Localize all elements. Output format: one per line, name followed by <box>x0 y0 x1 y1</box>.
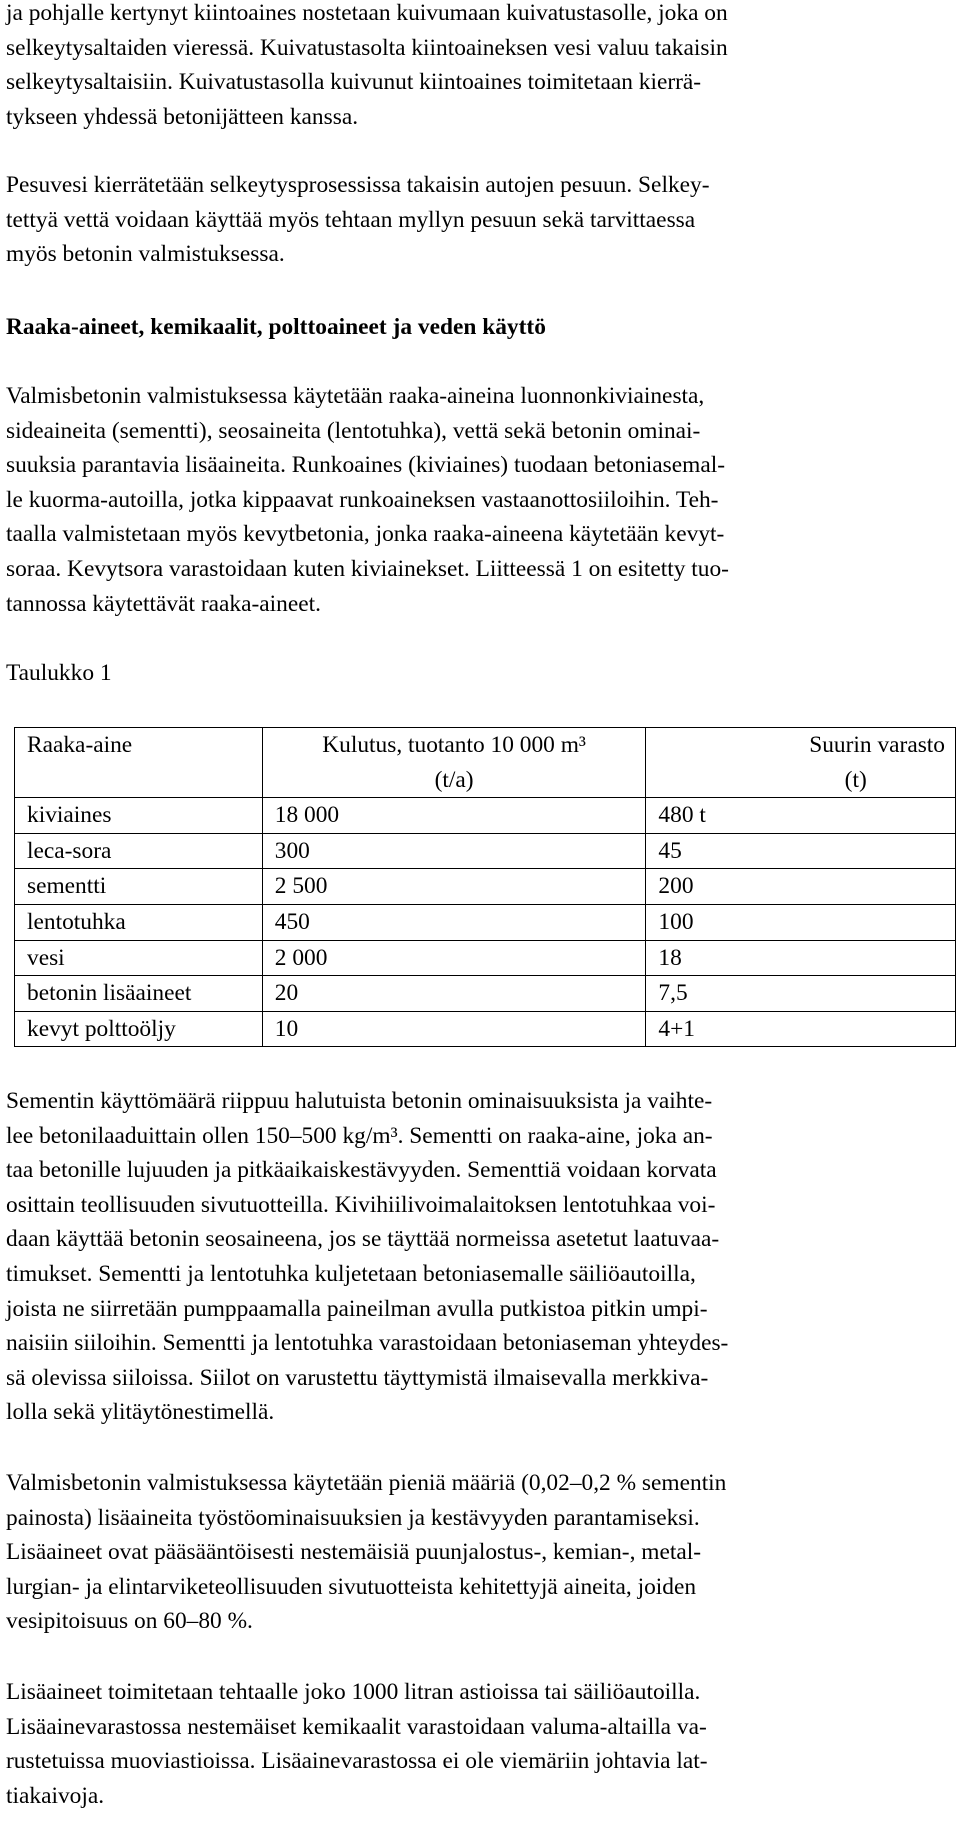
table-row <box>15 1011 956 1047</box>
header-storage-line1: Suurin varasto <box>809 732 945 758</box>
cell-material: betonin lisäaineet <box>15 976 263 1012</box>
intro-paragraph <box>6 0 936 134</box>
text-line: daan käyttää betonin seosaineena, jos se täyttää normeissa asetetut laatuvaa- <box>6 1226 720 1253</box>
header-storage-line2: (t) <box>844 766 867 793</box>
text-line: Lisäaineet ovat pääsääntöisesti nestemäisiä puunjalostus-, kemian-, metal- <box>6 1539 702 1566</box>
text-line: tannossa käytettävät raaka-aineet. <box>6 590 321 617</box>
text-line: tiakaivoja. <box>6 1782 105 1809</box>
text-line: taalla valmistetaan myös kevytbetonia, jonka raaka-aineena käytetään kevyt- <box>6 521 725 548</box>
text-line: lolla sekä ylitäytönestimellä. <box>6 1399 275 1426</box>
cell-storage: 200 <box>646 869 956 905</box>
text-line: painosta) lisäaineita työstöominaisuuksien ja kestävyyden parantamiseksi. <box>6 1504 700 1531</box>
cell-storage: 18 <box>646 940 956 976</box>
text-line: osittain teollisuuden sivutuotteilla. Kivihiilivoimalaitoksen lentotuhkaa voi- <box>6 1191 716 1218</box>
text-line: vesipitoisuus on 60–80 %. <box>6 1608 253 1635</box>
text-line: lurgian- ja elintarviketeollisuuden sivutuotteista kehitettyjä aineita, joiden <box>6 1573 697 1600</box>
cell-storage: 480 t <box>646 798 956 834</box>
text-line: myös betonin valmistuksessa. <box>6 241 285 268</box>
cell-storage: 7,5 <box>646 976 956 1012</box>
cell-material: sementti <box>15 869 263 905</box>
text-line: soraa. Kevytsora varastoidaan kuten kiviainekset. Liitteessä 1 on esitetty tuo- <box>6 555 729 582</box>
cell-consumption: 18 000 <box>262 798 646 834</box>
additives-paragraph <box>6 1466 936 1639</box>
text-line: Valmisbetonin valmistuksessa käytetään raaka-aineina luonnonkiviainesta, <box>6 383 705 409</box>
text-line: naisiin siiloihin. Sementti ja lentotuhka varastoidaan betoniaseman yhteydes- <box>6 1330 729 1357</box>
table-row <box>15 869 956 905</box>
text-line: tykseen yhdessä betonijätteen kanssa. <box>6 103 359 130</box>
header-storage <box>646 728 956 798</box>
table-row <box>15 833 956 869</box>
delivery-paragraph <box>6 1675 936 1813</box>
raw-materials-table <box>14 727 956 1047</box>
cell-consumption: 450 <box>262 904 646 940</box>
cement-paragraph <box>6 1084 936 1430</box>
cell-material: vesi <box>15 940 263 976</box>
text-line: selkeytysaltaiden vieressä. Kuivatustasolta kiintoaineksen vesi valuu takaisin <box>6 34 728 61</box>
cell-material: kiviaines <box>15 798 263 834</box>
text-line: lee betonilaaduittain ollen 150–500 kg/m³. Sementti on raaka-aine, joka an- <box>6 1122 713 1149</box>
table-row <box>15 940 956 976</box>
cell-consumption: 10 <box>262 1011 646 1047</box>
text-line: Sementin käyttömäärä riippuu halutuista betonin ominaisuuksista ja vaihte- <box>6 1088 713 1114</box>
cell-storage: 4+1 <box>646 1011 956 1047</box>
header-material: Raaka-aine <box>15 728 263 798</box>
table-header-row <box>15 728 956 798</box>
header-consumption-line2: (t/a) <box>434 766 474 793</box>
table-row <box>15 904 956 940</box>
cell-consumption: 20 <box>262 976 646 1012</box>
table-row <box>15 798 956 834</box>
text-line: Lisäainevarastossa nestemäiset kemikaalit varastoidaan valuma-altailla va- <box>6 1713 707 1740</box>
text-line: sideaineita (sementti), seosaineita (lentotuhka), vettä sekä betonin ominai- <box>6 417 701 444</box>
cell-storage: 100 <box>646 904 956 940</box>
text-line: selkeytysaltaisiin. Kuivatustasolla kuivunut kiintoaines toimitetaan kierrä- <box>6 69 702 96</box>
cell-consumption: 300 <box>262 833 646 869</box>
cell-material: kevyt polttoöljy <box>15 1011 263 1047</box>
text-line: joista ne siirretään pumppaamalla paineilman avulla putkistoa pitkin umpi- <box>6 1295 708 1322</box>
text-line: suuksia parantavia lisäaineita. Runkoaines (kiviaines) tuodaan betoniasemal- <box>6 452 726 479</box>
header-consumption-line1: Kulutus, tuotanto 10 000 m³ <box>322 732 586 758</box>
text-line: Valmisbetonin valmistuksessa käytetään pieniä määriä (0,02–0,2 % sementin <box>6 1470 727 1496</box>
materials-paragraph <box>6 379 936 621</box>
text-line: taa betonille lujuuden ja pitkäaikaiskestävyyden. Sementtiä voidaan korvata <box>6 1157 717 1184</box>
text-line: Lisäaineet toimitetaan tehtaalle joko 1000 litran astioissa tai säiliöautoilla. <box>6 1679 701 1705</box>
section-heading: Raaka-aineet, kemikaalit, polttoaineet ja veden käyttö <box>6 314 546 340</box>
table-caption: Taulukko 1 <box>6 660 112 686</box>
cell-material: lentotuhka <box>15 904 263 940</box>
header-consumption <box>262 728 646 798</box>
text-line: timukset. Sementti ja lentotuhka kuljetetaan betoniasemalle säiliöautoilla, <box>6 1260 696 1287</box>
table-row <box>15 976 956 1012</box>
cell-consumption: 2 000 <box>262 940 646 976</box>
text-line: rustetuissa muoviastioissa. Lisäainevarastossa ei ole viemäriin johtavia lat- <box>6 1748 708 1775</box>
text-line: le kuorma-autoilla, jotka kippaavat runkoaineksen vastaanottosiiloihin. Teh- <box>6 486 719 513</box>
text-line: tettyä vettä voidaan käyttää myös tehtaan myllyn pesuun sekä tarvittaessa <box>6 206 696 233</box>
text-line: ja pohjalle kertynyt kiintoaines nostetaan kuivumaan kuivatustasolle, joka on <box>6 0 728 26</box>
text-line: Pesuvesi kierrätetään selkeytysprosessissa takaisin autojen pesuun. Selkey- <box>6 172 710 198</box>
cell-consumption: 2 500 <box>262 869 646 905</box>
wash-water-paragraph <box>6 168 936 272</box>
cell-storage: 45 <box>646 833 956 869</box>
text-line: sä olevissa siiloissa. Siilot on varustettu täyttymistä ilmaisevalla merkkiva- <box>6 1364 709 1391</box>
cell-material: leca-sora <box>15 833 263 869</box>
